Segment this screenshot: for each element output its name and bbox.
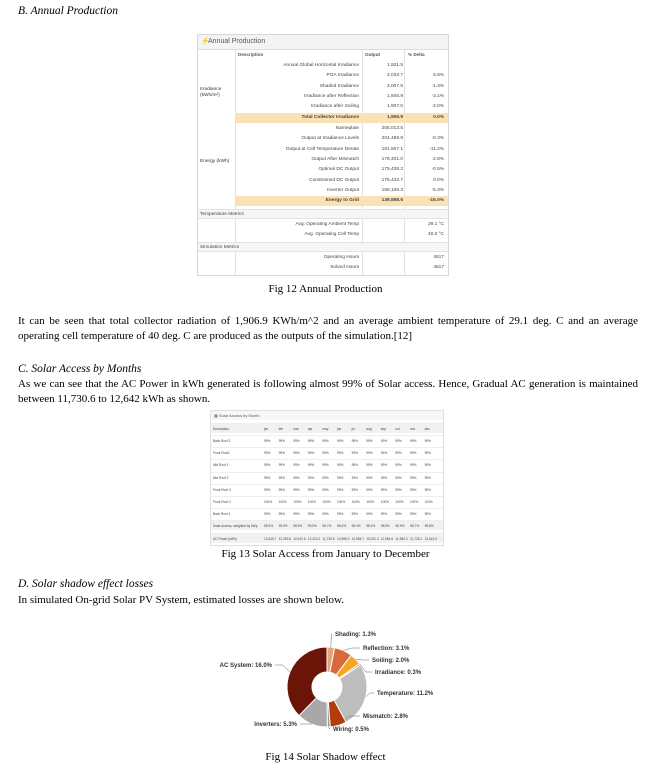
- simulation-row: [235, 263, 448, 273]
- solar-access-cell: 99%: [366, 475, 373, 480]
- energy-delta: -5.3%: [431, 187, 444, 193]
- solar-access-row: [211, 459, 443, 469]
- solar-access-cell: 99.0%: [278, 524, 288, 529]
- solar-access-cell: 98.8%: [380, 524, 390, 529]
- solar-access-cell: 98.9%: [264, 524, 274, 529]
- solar-access-month-header: dec: [424, 427, 430, 431]
- solar-access-cell: 99%: [264, 451, 271, 456]
- irradiance-output: 1,907.0: [386, 104, 403, 110]
- donut-label-ac-system: AC System: 16.0%: [219, 663, 272, 669]
- solar-access-title: Solar Access by Month: [218, 413, 260, 418]
- solar-access-month-header: jan: [264, 427, 269, 431]
- temperature-description: Avg. Operating Ambient Temp: [295, 222, 359, 227]
- solar-access-cell: 98.7%: [410, 524, 420, 529]
- paragraph-1: It can be seen that total collector radiation of 1,906.9 KWh/m^2 and an average ambient temperature of 29.1 deg. C and an average operating cell temperature of 40 deg. C are produced as the outputs of the simulation.[12]: [18, 315, 638, 342]
- temperature-row: [235, 230, 448, 240]
- irradiance-output: 1,945.9: [386, 93, 403, 99]
- energy-delta: -11.2%: [429, 146, 444, 152]
- solar-access-cell: 99%: [380, 463, 388, 468]
- solar-access-month-header: jul: [351, 427, 355, 431]
- solar-access-cell: 11,730.6: [322, 536, 335, 541]
- solar-access-cell: 99%: [351, 475, 358, 480]
- energy-description: Output After Mismatch: [311, 156, 359, 162]
- solar-access-cell: 99%: [351, 463, 358, 468]
- solar-access-cell: 99%: [424, 451, 431, 456]
- energy-description: Nameplate: [335, 126, 359, 131]
- energy-output: 175,438.2: [381, 167, 403, 173]
- annual-production-title-bar: [198, 35, 448, 50]
- section-b-heading: B. Annual Production: [18, 5, 118, 17]
- donut-label-soiling: Soiling: 2.0%: [372, 658, 410, 664]
- solar-access-cell: 11,964.6: [380, 536, 393, 541]
- donut-leader-line: [366, 693, 374, 697]
- solar-access-cell: 99%: [278, 463, 285, 468]
- solar-access-cell: 99%: [307, 463, 315, 468]
- solar-access-cell: 100%: [424, 500, 433, 504]
- solar-access-header-row: [211, 423, 443, 433]
- solar-access-cell: 100%: [410, 500, 419, 504]
- donut-label-reflection: Reflection: 3.1%: [363, 646, 410, 652]
- solar-access-row: [211, 508, 443, 518]
- temperature-value: 40.0 °C: [427, 232, 444, 237]
- irradiance-row: [235, 82, 448, 92]
- solar-access-cell: 99%: [264, 512, 271, 517]
- energy-row: [235, 134, 448, 144]
- irradiance-description: POA Irradiance: [326, 73, 359, 79]
- irradiance-delta: -1.3%: [431, 83, 444, 89]
- solar-access-cell: 98.4%: [351, 524, 361, 529]
- irradiance-delta: -3.1%: [431, 93, 444, 99]
- solar-access-cell: 99%: [410, 475, 417, 480]
- paragraph-2: As we can see that the AC Power in kWh generated is following almost 99% of Solar access. Hence, Gradual AC generation is maintained between 11,730.6 to 12,642 kWh as shown.: [18, 378, 638, 405]
- solar-access-cell: 12,253.6: [278, 536, 292, 541]
- irradiance-output: 2,033.7: [386, 73, 403, 79]
- energy-output: 181,507.1: [381, 146, 403, 152]
- energy-output: 139,588.5: [381, 198, 403, 204]
- solar-access-row-label: Front Roof1: [213, 451, 230, 456]
- irradiance-row: [235, 71, 448, 81]
- energy-delta: -0.5%: [431, 167, 444, 173]
- donut-leader-line: [343, 648, 360, 650]
- solar-access-row: [211, 496, 443, 506]
- fig13-caption: Fig 13 Solar Access from January to December: [221, 548, 430, 560]
- solar-access-cell: 99%: [307, 451, 315, 456]
- solar-access-cell: 98.8%: [424, 524, 434, 529]
- solar-access-cell: 99%: [410, 451, 417, 456]
- temperature-row: [235, 220, 448, 230]
- solar-access-cell: 99%: [278, 475, 285, 480]
- solar-access-month-header: apr: [307, 427, 313, 431]
- energy-description: Inverter Output: [327, 187, 359, 193]
- solar-access-cell: 99%: [278, 451, 285, 456]
- solar-access-cell: 99%: [366, 439, 373, 443]
- irradiance-description: Annual Global Horizontal Irradiance: [283, 63, 359, 68]
- energy-description: Energy to Grid: [325, 198, 359, 204]
- section-c-heading: C. Solar Access by Months: [18, 363, 142, 375]
- losses-donut-chart: [200, 620, 460, 745]
- solar-access-cell: 12,545.7: [264, 536, 277, 541]
- solar-access-cell: 99%: [380, 487, 388, 492]
- solar-access-month-header: may: [322, 427, 329, 431]
- header-output: Output: [365, 52, 381, 57]
- solar-access-month-header: nov: [410, 427, 416, 431]
- solar-access-cell: 99%: [278, 439, 285, 443]
- solar-access-cell: 99%: [351, 451, 358, 456]
- irradiance-delta: 5.8%: [433, 73, 444, 79]
- solar-access-cell: 99%: [395, 487, 402, 492]
- energy-row: [235, 124, 448, 134]
- solar-access-cell: 99%: [307, 475, 315, 480]
- energy-output: 205,013.5: [381, 126, 403, 131]
- solar-access-cell: 98.9%: [293, 524, 303, 529]
- solar-access-row-label: Mid Roof 1: [213, 463, 229, 468]
- temperature-description: Avg. Operating Cell Temp: [304, 232, 359, 237]
- energy-description: Output at Cell Temperature Derate: [285, 146, 359, 152]
- fig12-caption: Fig 12 Annual Production: [268, 283, 383, 295]
- irradiance-row: [235, 92, 448, 102]
- irradiance-output: 1,921.5: [386, 63, 403, 68]
- energy-delta: -2.8%: [431, 156, 444, 162]
- irradiance-description: Irradiance after Soiling: [311, 104, 359, 110]
- solar-access-header-description: Description: [213, 427, 229, 431]
- solar-access-row: [211, 447, 443, 457]
- group-irradiance: Irradiance (kWh/m²): [200, 87, 222, 98]
- solar-access-cell: 99%: [337, 487, 344, 492]
- solar-access-cell: 99%: [424, 463, 431, 468]
- energy-output: 204,489.9: [381, 136, 403, 142]
- solar-access-cell: 99%: [380, 439, 388, 443]
- group-energy: Energy (kWh): [200, 159, 230, 164]
- solar-access-cell: 99%: [293, 463, 300, 468]
- irradiance-description: Total Collector Irradiance: [301, 114, 359, 120]
- irradiance-delta: -2.0%: [431, 104, 444, 110]
- header-description: Description: [238, 52, 264, 57]
- solar-access-cell: 99%: [410, 512, 417, 517]
- energy-output: 166,106.3: [381, 187, 403, 193]
- solar-access-cell: 99%: [322, 451, 329, 456]
- solar-access-cell: 12,610.6: [293, 536, 306, 541]
- irradiance-description: Irradiance after Reflection: [304, 93, 359, 99]
- solar-access-cell: 99%: [307, 439, 315, 443]
- solar-access-cell: 99%: [337, 463, 344, 468]
- solar-access-cell: 99.0%: [307, 524, 317, 529]
- solar-access-cell: 99%: [264, 439, 271, 443]
- solar-access-cell: 99%: [410, 463, 417, 468]
- solar-access-cell: 99%: [395, 439, 402, 443]
- energy-output: 175,432.7: [381, 177, 403, 183]
- solar-access-cell: 99%: [380, 512, 388, 517]
- donut-leader-line: [275, 665, 290, 672]
- simulation-description: Solved Hours: [330, 265, 359, 270]
- solar-access-cell: 99%: [322, 439, 329, 443]
- solar-access-month-header: oct: [395, 427, 400, 431]
- solar-access-cell: 99%: [366, 512, 373, 517]
- energy-row: [235, 176, 448, 186]
- solar-access-cell: 98.4%: [366, 524, 376, 529]
- solar-access-cell: 99%: [264, 463, 271, 468]
- energy-description: Optimal DC Output: [318, 167, 359, 173]
- solar-access-cell: 99%: [278, 512, 285, 517]
- solar-access-cell: 100%: [337, 500, 346, 504]
- irradiance-description: Shaded Irradiance: [319, 83, 359, 89]
- solar-access-cell: 12,324.2: [307, 536, 321, 541]
- simulation-row: [235, 253, 448, 263]
- energy-row: [235, 186, 448, 196]
- irradiance-row: [235, 61, 448, 71]
- irradiance-delta: 0.0%: [433, 114, 444, 120]
- solar-access-cell: 99%: [410, 439, 417, 443]
- solar-access-cell: 99%: [380, 451, 388, 456]
- temperature-value: 29.1 °C: [427, 222, 444, 227]
- solar-access-title-bar: [211, 411, 443, 420]
- solar-access-row-label: Front Roof 3: [213, 487, 231, 492]
- donut-label-shading: Shading: 1.3%: [335, 632, 377, 638]
- solar-access-cell: 99%: [351, 512, 358, 517]
- solar-access-row-label: Back Roof 1: [213, 512, 231, 517]
- solar-access-cell: 98.7%: [322, 524, 332, 529]
- solar-access-row: [211, 472, 443, 482]
- energy-delta: 0.0%: [433, 177, 444, 183]
- solar-access-cell: 99%: [293, 475, 300, 480]
- solar-access-cell: 99%: [366, 463, 373, 468]
- solar-access-cell: 99%: [424, 439, 431, 443]
- solar-access-cell: 10,985.3: [337, 536, 350, 541]
- donut-label-irradiance: Irradiance: 0.3%: [375, 670, 422, 676]
- solar-access-cell: 99%: [278, 487, 285, 492]
- irradiance-output: 2,007.5: [386, 83, 403, 89]
- donut-label-inverters: Inverters: 5.3%: [254, 722, 297, 728]
- lightning-icon: ⚡: [201, 38, 210, 45]
- simulation-description: Operating Hours: [323, 255, 359, 260]
- solar-access-cell: 99%: [366, 487, 373, 492]
- energy-delta: -0.3%: [431, 136, 444, 142]
- solar-access-cell: 99%: [424, 512, 431, 517]
- table-icon: ▦: [214, 413, 218, 418]
- donut-leader-line: [356, 659, 369, 660]
- solar-access-cell: 100%: [395, 500, 404, 504]
- solar-access-month-header: aug: [366, 427, 372, 431]
- annual-production-table: [197, 34, 449, 276]
- simulation-value: 4617: [433, 255, 444, 260]
- solar-access-cell: 100%: [380, 500, 389, 504]
- solar-access-row: [211, 520, 443, 530]
- energy-description: Output at Irradiance Levels: [301, 136, 359, 142]
- solar-access-cell: 10,022.3: [366, 536, 379, 541]
- section-d-heading: D. Solar shadow effect losses: [18, 578, 154, 590]
- solar-access-cell: 100%: [293, 500, 302, 504]
- solar-access-cell: 100%: [351, 500, 360, 504]
- solar-access-cell: 100%: [307, 500, 316, 504]
- solar-access-cell: 99%: [322, 512, 329, 517]
- solar-access-cell: 99%: [264, 475, 271, 480]
- solar-access-cell: 12,642.0: [424, 536, 438, 541]
- solar-access-cell: 100%: [366, 500, 375, 504]
- solar-access-row-label: Solar Access, weighted by kWp: [213, 524, 258, 529]
- solar-access-row: [211, 484, 443, 494]
- solar-access-cell: 99%: [337, 439, 344, 443]
- solar-access-cell: 99%: [264, 487, 271, 492]
- solar-access-cell: 99%: [337, 451, 344, 456]
- solar-access-month-header: jun: [337, 427, 342, 431]
- fig14-caption: Fig 14 Solar Shadow effect: [265, 751, 386, 763]
- solar-access-cell: 99%: [366, 451, 373, 456]
- solar-access-cell: 99%: [395, 512, 402, 517]
- solar-access-month-header: sep: [380, 427, 386, 431]
- solar-access-cell: 99%: [395, 475, 402, 480]
- annual-production-title: Annual Production: [208, 38, 266, 45]
- solar-access-month-header: feb: [278, 427, 284, 431]
- solar-access-row: [211, 435, 443, 445]
- solar-access-cell: 99%: [322, 463, 329, 468]
- solar-access-cell: 99%: [395, 451, 402, 456]
- solar-access-cell: 99%: [322, 475, 329, 480]
- irradiance-output: 1,906.9: [386, 114, 403, 120]
- solar-access-row: [211, 533, 443, 543]
- solar-access-row-label: Back Roof 2: [213, 439, 231, 443]
- solar-access-cell: 99%: [351, 487, 358, 492]
- solar-access-cell: 99%: [424, 475, 431, 480]
- solar-access-cell: 99%: [293, 439, 300, 443]
- solar-access-row-label: Front Roof 2: [213, 500, 231, 504]
- energy-delta: -16.0%: [428, 198, 444, 204]
- solar-access-cell: 99%: [351, 439, 358, 443]
- irradiance-row: [235, 113, 448, 123]
- header-delta: % Delta: [408, 52, 425, 57]
- solar-access-cell: 99%: [293, 451, 300, 456]
- energy-row: [235, 145, 448, 155]
- solar-access-cell: 99%: [395, 463, 402, 468]
- solar-access-cell: 98.4%: [337, 524, 347, 529]
- energy-row: [235, 155, 448, 165]
- energy-output: 176,401.0: [381, 156, 403, 162]
- donut-label-temperature: Temperature: 11.2%: [377, 691, 434, 697]
- solar-access-cell: 100%: [322, 500, 331, 504]
- solar-access-cell: 99%: [307, 487, 315, 492]
- solar-access-row-label: Mid Roof 2: [213, 475, 229, 480]
- energy-description: Constrained DC Output: [309, 177, 359, 183]
- solar-access-cell: 99%: [322, 487, 329, 492]
- solar-access-cell: 99%: [337, 512, 344, 517]
- solar-access-cell: 100%: [264, 500, 273, 504]
- simulation-value: 4617: [433, 265, 444, 270]
- solar-access-cell: 10,585.7: [351, 536, 365, 541]
- paragraph-3: In simulated On-grid Solar PV System, estimated losses are shown below.: [18, 594, 344, 606]
- solar-access-cell: 99%: [307, 512, 315, 517]
- donut-label-wiring: Wiring: 0.5%: [333, 727, 369, 733]
- solar-access-cell: 11,964.3: [395, 536, 408, 541]
- solar-access-cell: 99%: [337, 475, 344, 480]
- irradiance-row: [235, 102, 448, 112]
- solar-access-row-label: AC Power (kWh): [213, 536, 237, 541]
- energy-row: [235, 196, 448, 206]
- solar-access-cell: 99%: [293, 512, 300, 517]
- solar-access-month-header: mar: [293, 427, 299, 431]
- temperature-metrics-header: Temperature Metrics: [198, 209, 448, 219]
- solar-access-cell: 99%: [410, 487, 417, 492]
- solar-access-cell: 11,728.1: [410, 536, 423, 541]
- donut-label-mismatch: Mismatch: 2.8%: [363, 714, 409, 720]
- simulation-metrics-header: Simulation Metrics: [198, 242, 448, 252]
- energy-row: [235, 165, 448, 175]
- solar-access-cell: 99%: [380, 475, 388, 480]
- donut-leader-line: [331, 634, 332, 647]
- solar-access-cell: 100%: [278, 500, 287, 504]
- solar-access-table: [210, 410, 444, 546]
- solar-access-cell: 99%: [293, 487, 300, 492]
- solar-access-cell: 98.9%: [395, 524, 405, 529]
- solar-access-cell: 99%: [424, 487, 431, 492]
